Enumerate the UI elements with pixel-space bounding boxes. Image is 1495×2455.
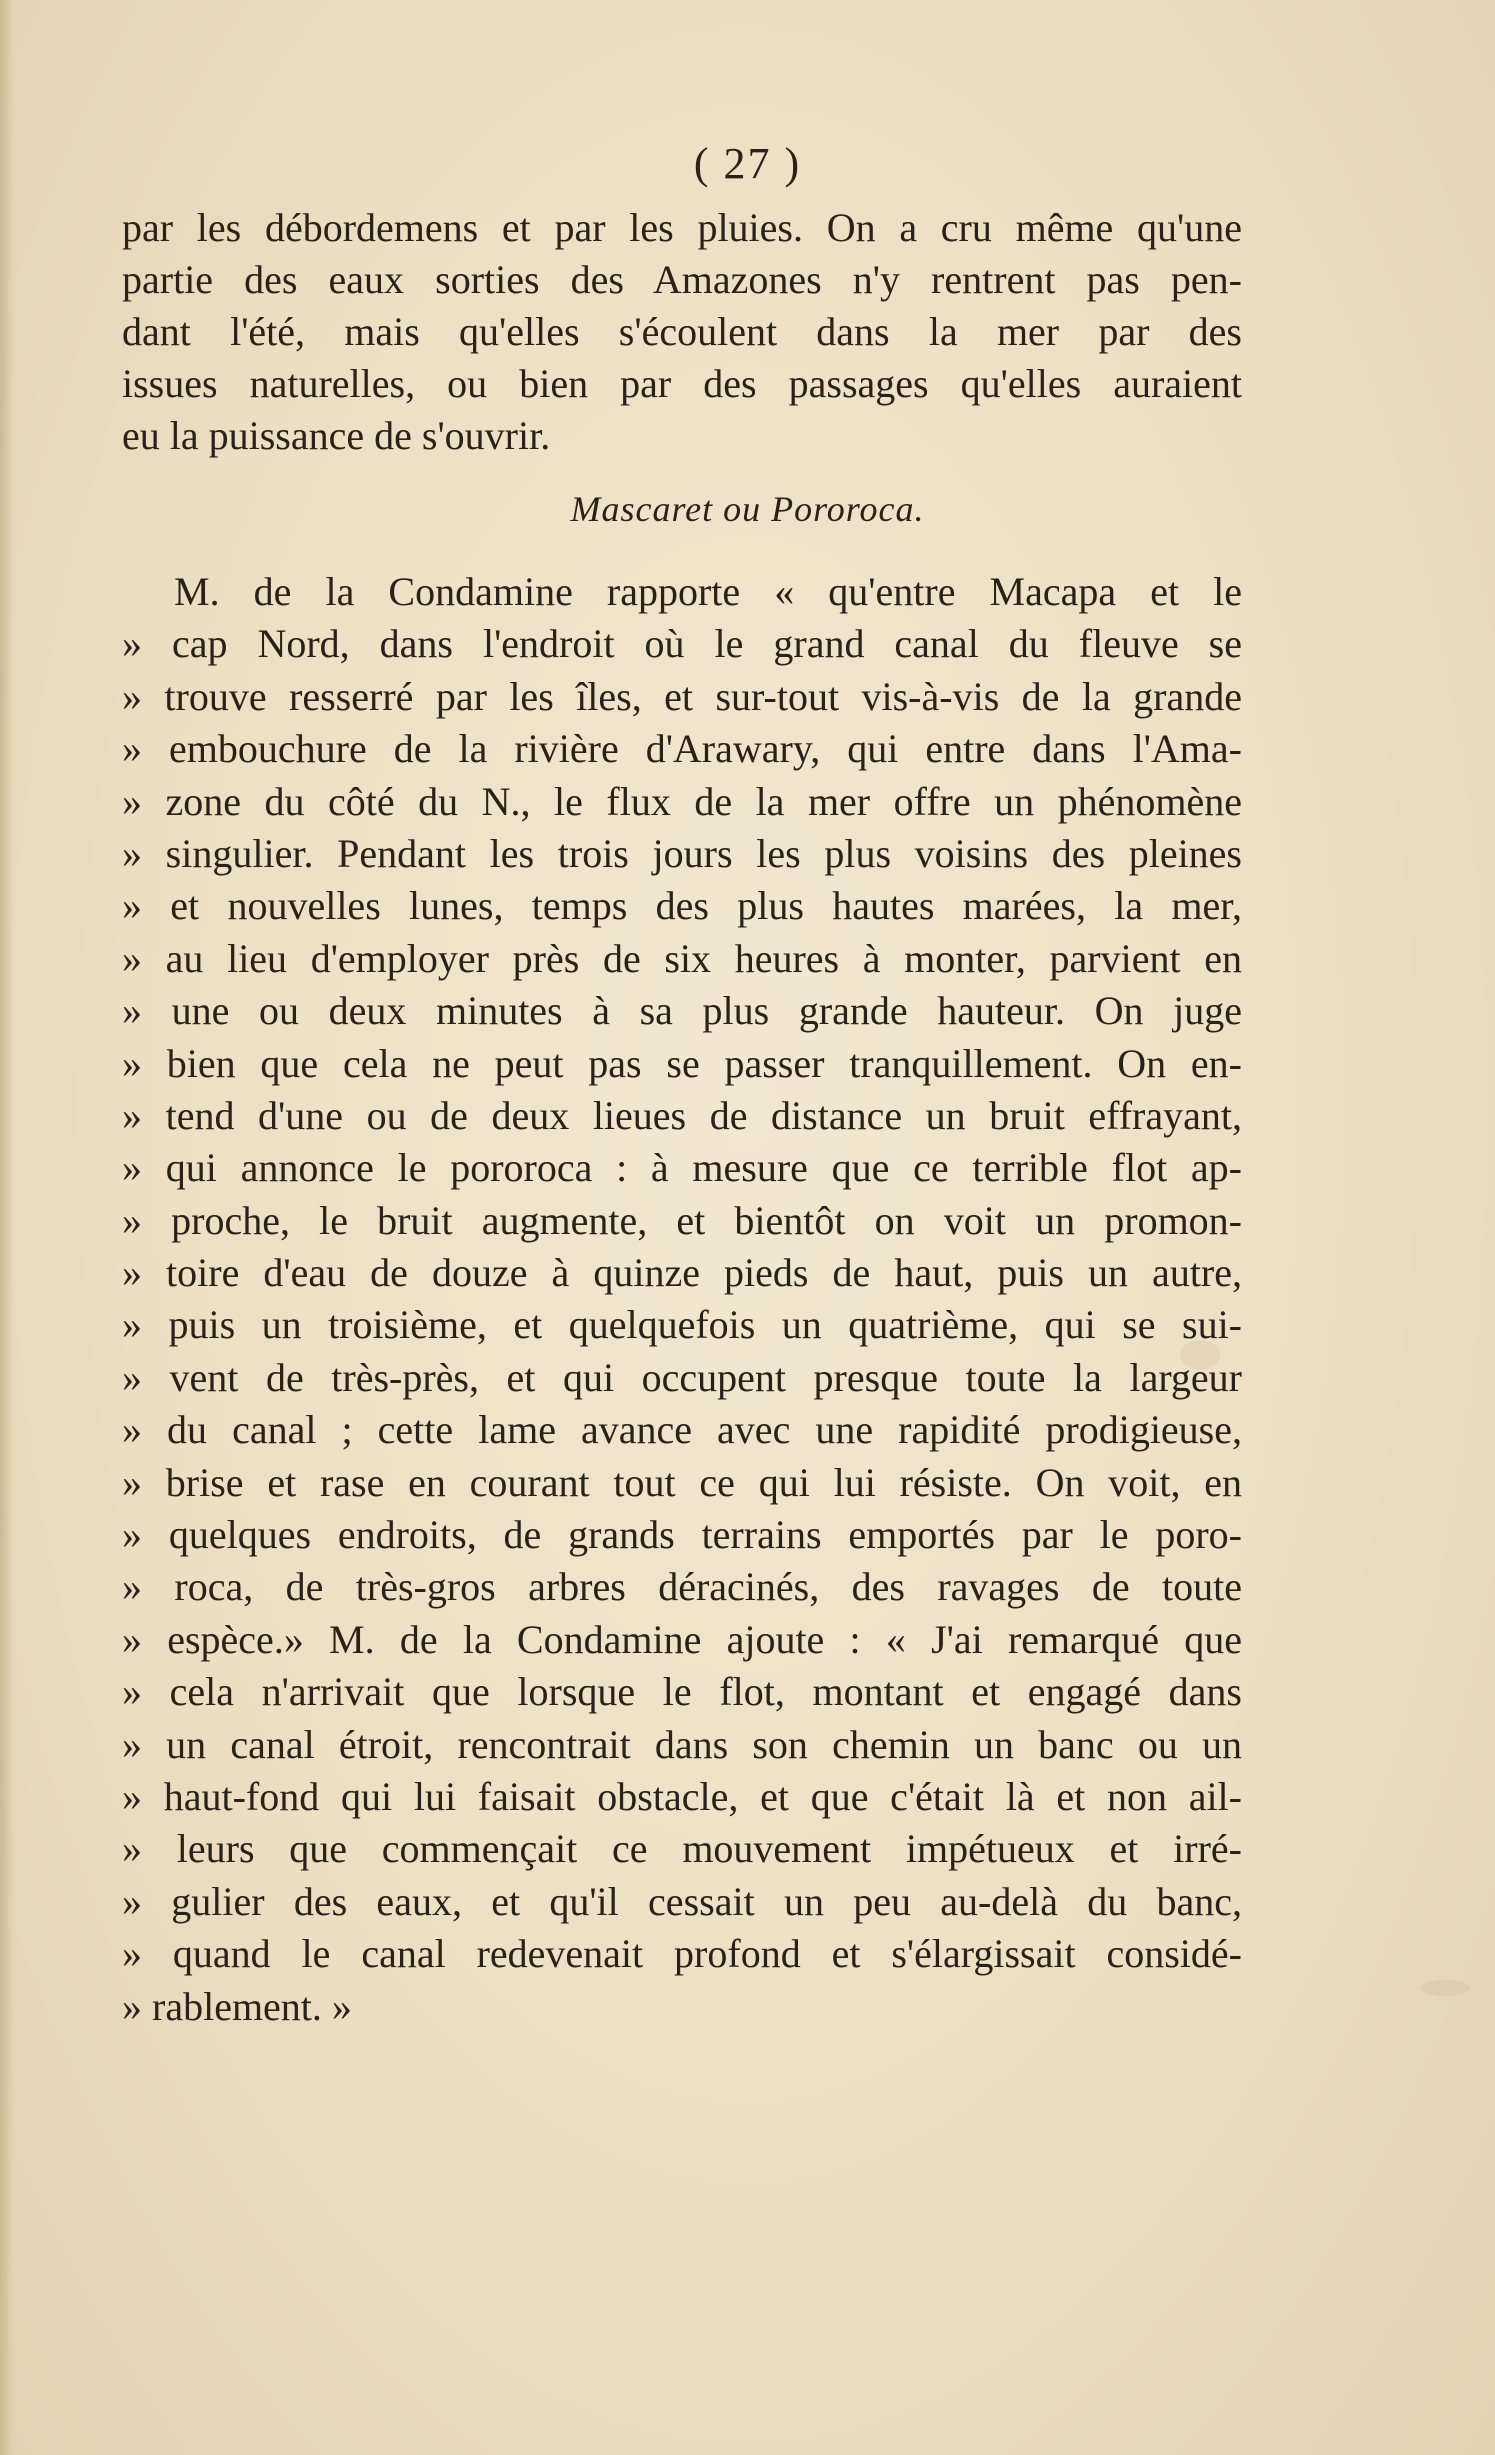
text-line: » embouchure de la rivière d'Arawary, qui entre dans l'Ama- (122, 726, 1242, 772)
text-line: » au lieu d'employer près de six heures à monter, parvient en (122, 935, 1242, 981)
text-line: » brise et rase en courant tout ce qui lui résiste. On voit, en (122, 1459, 1242, 1505)
text-line: » quelques endroits, de grands terrains emportés par le poro- (122, 1512, 1242, 1558)
paragraph-2 (122, 566, 1242, 2033)
section-title: Mascaret ou Pororoca. (570, 489, 925, 529)
text-line: » une ou deux minutes à sa plus grande hauteur. On juge (122, 988, 1242, 1034)
page-binding-edge (0, 0, 14, 2455)
text-line: » du canal ; cette lame avance avec une rapidité prodigieuse, (122, 1407, 1242, 1453)
text-line: » haut-fond qui lui faisait obstacle, et que c'était là et non ail- (122, 1773, 1242, 1819)
text-line: » trouve resserré par les îles, et sur-tout vis-à-vis de la grande (122, 673, 1242, 719)
text-line: » quand le canal redevenait profond et s'élargissait considé- (122, 1931, 1242, 1977)
text-line: dant l'été, mais qu'elles s'écoulent dans la mer par des (122, 309, 1242, 354)
text-line: partie des eaux sorties des Amazones n'y rentrent pas pen- (122, 257, 1242, 302)
text-line: » leurs que commençait ce mouvement impétueux et irré- (122, 1826, 1242, 1872)
text-line: » espèce.» M. de la Condamine ajoute : « J'ai remarqué que (122, 1616, 1242, 1662)
text-line: » bien que cela ne peut pas se passer tranquillement. On en- (122, 1040, 1242, 1086)
text-line: » cap Nord, dans l'endroit où le grand canal du fleuve se (122, 621, 1242, 667)
text-line: » proche, le bruit augmente, et bientôt on voit un promon- (122, 1197, 1242, 1243)
paper-stain (1420, 1980, 1470, 1996)
text-line: » vent de très-près, et qui occupent presque toute la largeur (122, 1354, 1242, 1400)
text-line: » singulier. Pendant les trois jours les plus voisins des pleines (122, 830, 1242, 876)
text-line: issues naturelles, ou bien par des passages qu'elles auraient (122, 361, 1242, 406)
text-line: » puis un troisième, et quelquefois un quatrième, qui se sui- (122, 1302, 1242, 1348)
text-line: M. de la Condamine rapporte « qu'entre Macapa et le (174, 569, 1242, 614)
text-line: » toire d'eau de douze à quinze pieds de haut, puis un autre, (122, 1250, 1242, 1296)
text-line: eu la puissance de s'ouvrir. (122, 413, 551, 458)
text-line: » rablement. » (122, 1983, 352, 2029)
text-line: » et nouvelles lunes, temps des plus hautes marées, la mer, (122, 883, 1242, 929)
text-line: » roca, de très-gros arbres déracinés, des ravages de toute (122, 1564, 1242, 1610)
text-line: par les débordemens et par les pluies. On a cru même qu'une (122, 205, 1242, 250)
text-line: » gulier des eaux, et qu'il cessait un peu au-delà du banc, (122, 1878, 1242, 1924)
paragraph-1 (122, 202, 1242, 462)
text-line: » qui annonce le pororoca : à mesure que ce terrible flot ap- (122, 1145, 1242, 1191)
text-line: » un canal étroit, rencontrait dans son chemin un banc ou un (122, 1721, 1242, 1767)
text-line: » zone du côté du N., le flux de la mer offre un phénomène (122, 778, 1242, 824)
text-line: » cela n'arrivait que lorsque le flot, montant et engagé dans (122, 1669, 1242, 1715)
text-line: » tend d'une ou de deux lieues de distance un bruit effrayant, (122, 1092, 1242, 1138)
page-number: ( 27 ) (693, 139, 802, 188)
